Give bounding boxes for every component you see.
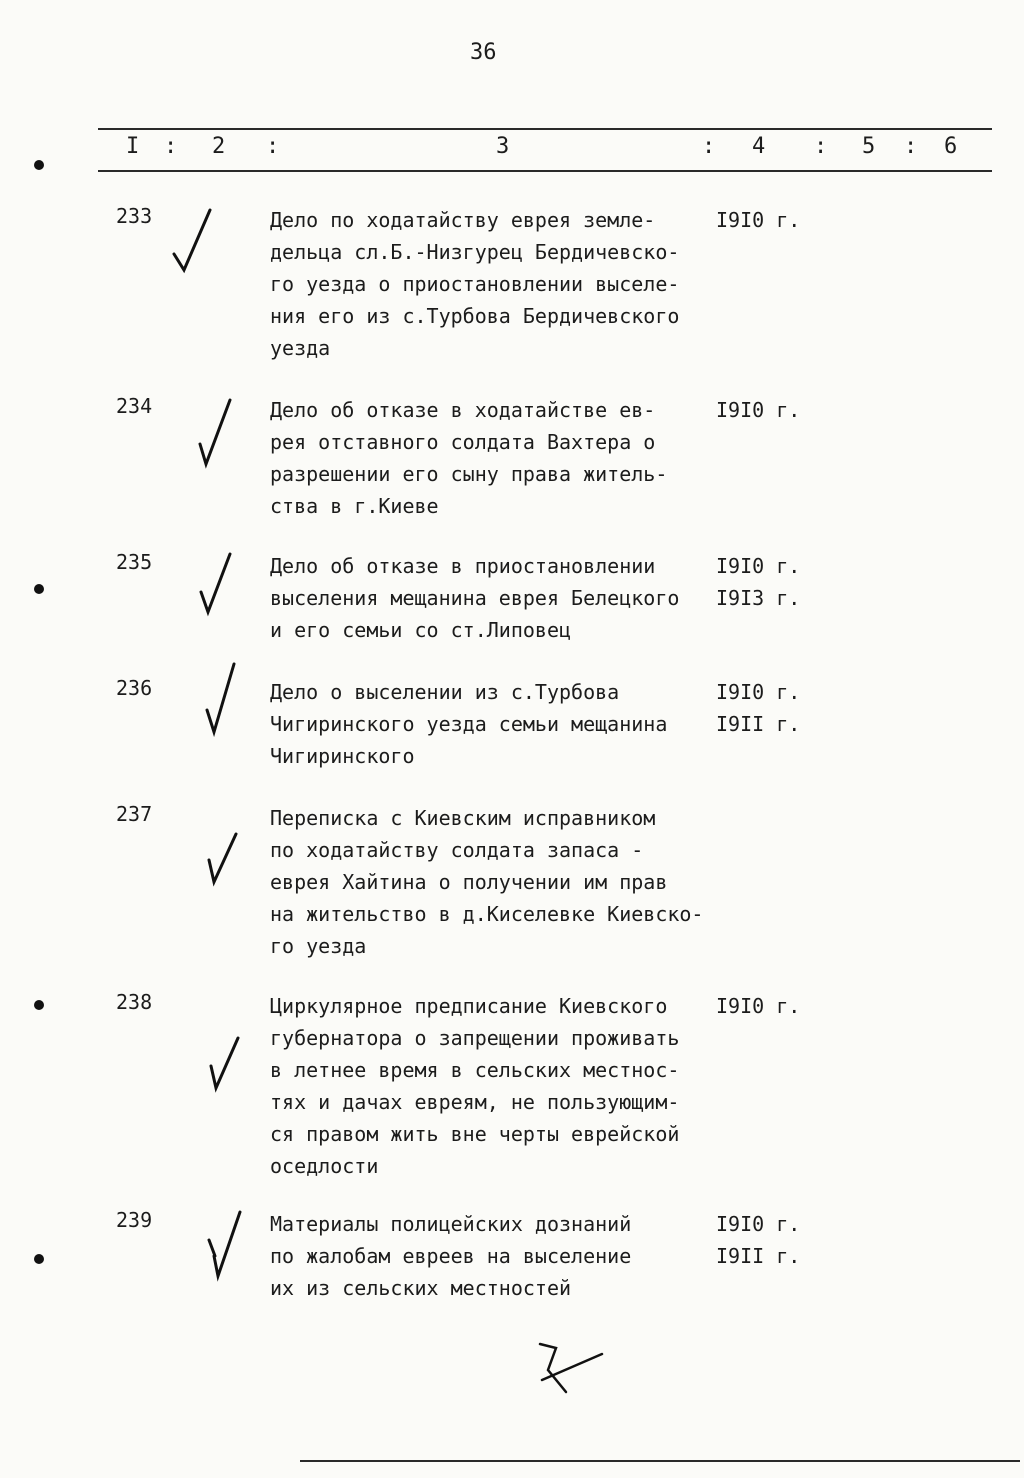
checkmark-icon (170, 206, 214, 280)
description-line: Чигиринского (270, 744, 415, 768)
description-line: ния его из с.Турбова Бердичевского (270, 304, 680, 328)
entry-dates (716, 394, 800, 426)
description-line: по ходатайству солдата запаса - (270, 838, 644, 862)
entry-dates (716, 990, 800, 1022)
description-line: Дело об отказе в ходатайстве ев- (270, 398, 656, 422)
entry-description (270, 802, 740, 962)
description-line: ства в г.Киеве (270, 494, 439, 518)
header-col-4: 4 (752, 134, 766, 159)
header-separator: : (904, 134, 918, 159)
date-value: I9I0 г. (716, 994, 801, 1018)
header-separator: : (814, 134, 828, 159)
description-line: Дело о выселении из с.Турбова (270, 680, 620, 704)
description-line: Переписка с Киевским исправником (270, 806, 656, 830)
description-line: выселения мещанина еврея Белецкого (270, 586, 680, 610)
description-line: рея отставного солдата Вахтера о (270, 430, 656, 454)
entry-description (270, 550, 740, 646)
header-col-1: I (126, 134, 140, 159)
header-separator: : (164, 134, 178, 159)
entry-number: 235 (116, 550, 153, 574)
description-line: в летнее время в сельских местнос- (270, 1058, 680, 1082)
checkmark-icon (204, 662, 244, 742)
date-value: I9I0 г. (716, 554, 801, 578)
entry-number: 238 (116, 990, 153, 1014)
page-number: 36 (470, 40, 497, 65)
entry-number: 237 (116, 802, 153, 826)
entry-number: 236 (116, 676, 153, 700)
checkmark-icon (198, 552, 238, 622)
checkmark-icon (206, 832, 242, 892)
entry-dates (716, 204, 800, 236)
description-line: на жительство в д.Киселевке Киевско- (270, 902, 704, 926)
description-line: еврея Хайтина о получении им прав (270, 870, 668, 894)
description-line: го уезда (270, 934, 367, 958)
date-value: I9II г. (716, 1244, 801, 1268)
punch-hole (34, 1254, 44, 1264)
header-col-5: 5 (862, 134, 876, 159)
date-value: I9I0 г. (716, 398, 801, 422)
date-value: I9I0 г. (716, 680, 801, 704)
header-col-3: 3 (496, 134, 510, 159)
date-value: I9I0 г. (716, 208, 801, 232)
entry-number: 233 (116, 204, 153, 228)
punch-hole (34, 1000, 44, 1010)
punch-hole (34, 584, 44, 594)
header-separator: : (266, 134, 280, 159)
description-line: Циркулярное предписание Киевского (270, 994, 668, 1018)
entry-dates (716, 550, 800, 614)
description-line: го уезда о приостановлении выселе- (270, 272, 680, 296)
description-line: и его семьи со ст.Липовец (270, 618, 572, 642)
description-line: дельца сл.Б.-Низгурец Бердичевско- (270, 240, 680, 264)
entry-dates (716, 1208, 800, 1272)
entry-description (270, 204, 740, 364)
entry-number: 234 (116, 394, 153, 418)
table-header-top-rule (98, 128, 992, 130)
checkmark-icon (206, 1210, 246, 1286)
table-header-bottom-rule (98, 170, 992, 172)
bottom-edge-rule (300, 1460, 1020, 1462)
description-line: губернатора о запрещении проживать (270, 1026, 680, 1050)
header-col-6: 6 (944, 134, 958, 159)
punch-hole (34, 160, 44, 170)
checkmark-icon (208, 1036, 244, 1098)
entry-description (270, 676, 740, 772)
description-line: их из сельских местностей (270, 1276, 572, 1300)
entry-number: 239 (116, 1208, 153, 1232)
checkmark-icon (196, 398, 236, 472)
entry-description (270, 1208, 740, 1304)
description-line: по жалобам евреев на выселение (270, 1244, 632, 1268)
date-value: I9I0 г. (716, 1212, 801, 1236)
description-line: Дело по ходатайству еврея земле- (270, 208, 656, 232)
date-value: I9I3 г. (716, 586, 801, 610)
description-line: Чигиринского уезда семьи мещанина (270, 712, 668, 736)
description-line: Материалы полицейских дознаний (270, 1212, 632, 1236)
description-line: разрешении его сыну права житель- (270, 462, 668, 486)
header-separator: : (702, 134, 716, 159)
description-line: Дело об отказе в приостановлении (270, 554, 656, 578)
description-line: ся правом жить вне черты еврейской (270, 1122, 680, 1146)
description-line: тях и дачах евреям, не пользующим- (270, 1090, 680, 1114)
entry-dates (716, 676, 800, 740)
header-col-2: 2 (212, 134, 226, 159)
handwritten-mark-icon (532, 1340, 612, 1400)
date-value: I9II г. (716, 712, 801, 736)
description-line: оседлости (270, 1154, 379, 1178)
entry-description (270, 990, 740, 1182)
entry-description (270, 394, 740, 522)
description-line: уезда (270, 336, 331, 360)
